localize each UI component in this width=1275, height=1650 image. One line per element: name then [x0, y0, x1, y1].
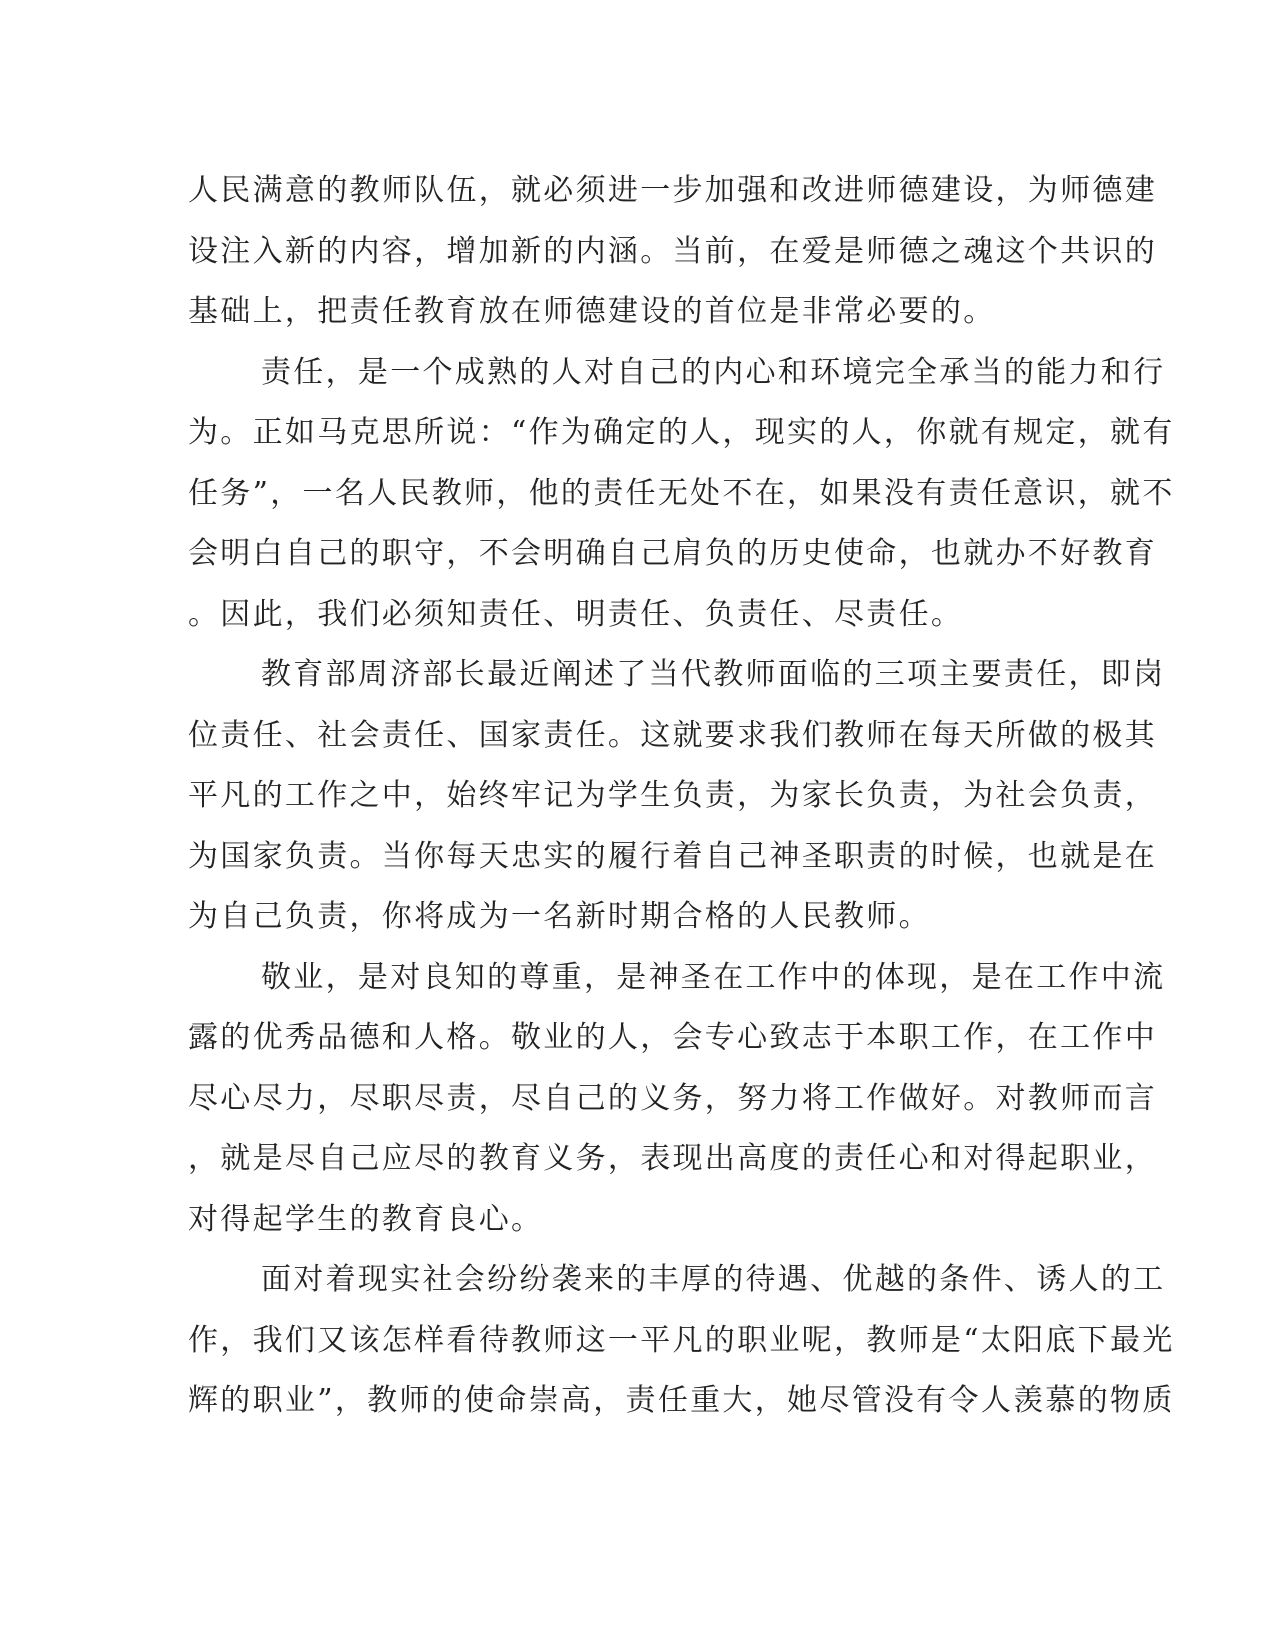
body-text: [188, 161, 1175, 1432]
text-line: 为自己负责，你将成为一名新时期合格的人民教师。: [188, 899, 931, 934]
text-line: 任务”，一名人民教师，他的责任无处不在，如果没有责任意识，就不: [188, 475, 1175, 511]
text-line: 平凡的工作之中，始终牢记为学生负责，为家长负责，为社会负责，: [188, 778, 1157, 813]
paragraph-first-line: 教育部周济部长最近阐述了当代教师面临的三项主要责任，即岗: [261, 657, 1166, 692]
text-line: 辉的职业”，教师的使命崇高，责任重大，她尽管没有令人羡慕的物质: [188, 1383, 1175, 1418]
text-line: 对得起学生的教育良心。: [188, 1201, 544, 1237]
text-line: 为国家负责。当你每天忠实的履行着自己神圣职责的时候，也就是在: [188, 838, 1157, 874]
paragraph-first-line: 责任，是一个成熟的人对自己的内心和环境完全承当的能力和行: [261, 354, 1166, 390]
text-line: 基础上，把责任教育放在师德建设的首位是非常必要的。: [188, 294, 996, 329]
text-line: 位责任、社会责任、国家责任。这就要求我们教师在每天所做的极其: [188, 717, 1157, 753]
text-line: ，就是尽自己应尽的教育义务，表现出高度的责任心和对得起职业，: [188, 1141, 1157, 1176]
text-line: 。因此，我们必须知责任、明责任、负责任、尽责任。: [188, 596, 964, 632]
text-line: 作，我们又该怎样看待教师这一平凡的职业呢，教师是“太阳底下最光: [188, 1322, 1175, 1358]
text-line: 尽心尽力，尽职尽责，尽自己的义务，努力将工作做好。对教师而言: [188, 1080, 1157, 1116]
text-line: 为。正如马克思所说：“作为确定的人，现实的人，你就有规定，就有: [188, 415, 1175, 450]
text-line: 设注入新的内容，增加新的内涵。当前，在爱是师德之魂这个共识的: [188, 233, 1157, 269]
text-line: 露的优秀品德和人格。敬业的人，会专心致志于本职工作，在工作中: [188, 1020, 1157, 1055]
paragraph-first-line: 敬业，是对良知的尊重，是神圣在工作中的体现，是在工作中流: [261, 959, 1166, 995]
paragraph-first-line: 面对着现实社会纷纷袭来的丰厚的待遇、优越的条件、诱人的工: [261, 1262, 1166, 1297]
text-line: 人民满意的教师队伍，就必须进一步加强和改进师德建设，为师德建: [188, 173, 1157, 208]
text-line: 会明白自己的职守，不会明确自己肩负的历史使命，也就办不好教育: [188, 536, 1157, 571]
